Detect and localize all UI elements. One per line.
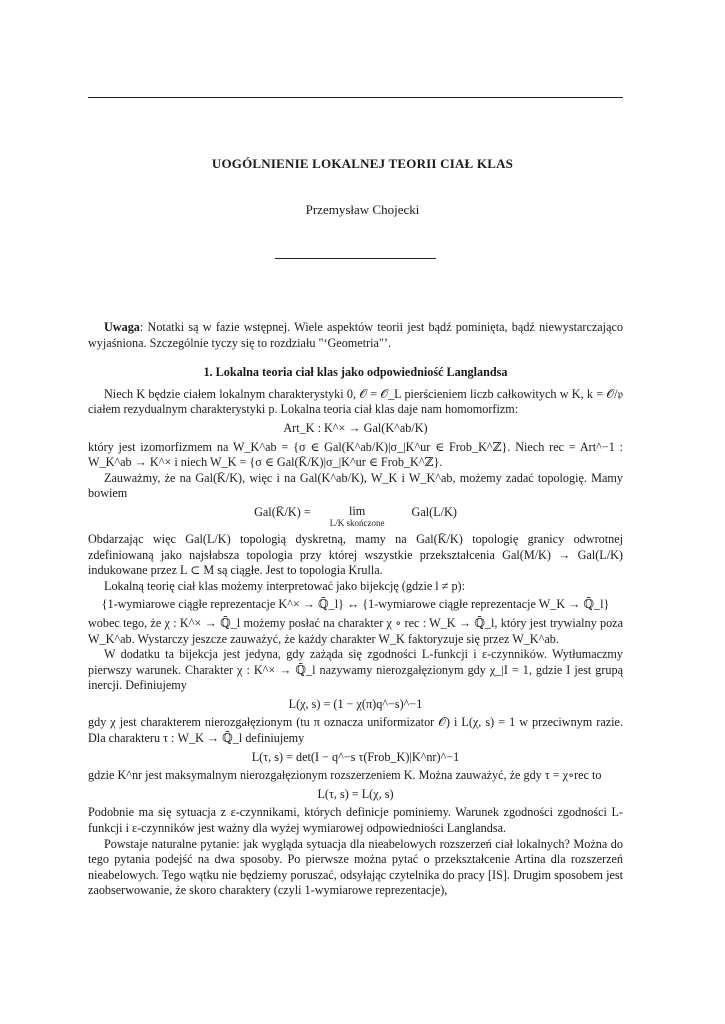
paragraph: Lokalną teorię ciał klas możemy interpretować jako bijekcję (gdzie l ≠ p):	[104, 578, 465, 593]
equation-inverse-limit	[88, 505, 623, 529]
equation: Art_K : K^× → Gal(K^ab/K)	[283, 420, 428, 435]
paragraph: Zauważmy, że na Gal(K̄/K), więc i na Gal(K^ab/K), W_K i W_K^ab, możemy zadać topologię. Mamy bowiem	[88, 470, 623, 501]
limit-operator: lim	[349, 503, 366, 518]
equation: L(τ, s) = L(χ, s)	[317, 786, 394, 801]
paragraph: wobec tego, że χ : K^× → ℚ̄_l możemy posłać na charakter χ ∘ rec : W_K → ℚ̄_l, który jest trywialny poza W_K^ab. Wystarczy jeszcze zauważyć, że każdy charakter W_K faktoryzuje się przez W_K^ab.	[88, 615, 623, 646]
limit-subscript: L/K skończone	[329, 517, 385, 528]
body-text	[88, 320, 623, 899]
author-name: Przemysław Chojecki	[305, 202, 420, 217]
equation: L(τ, s) = det(I − q^−s τ(Frob_K)|K^nr)^−1	[251, 749, 460, 764]
note-paragraph	[88, 320, 623, 351]
paragraph: Podobnie ma się sytuacja z ε-czynnikami, których definicje pominiemy. Warunek zgodności zgodności L-funkcji i ε-czynników jest ważny dla wyżej wymiarowej odpowiedniości Langlandsa.	[88, 805, 623, 836]
note-label: Uwaga	[104, 320, 140, 334]
inverse-limit	[330, 505, 385, 529]
paragraph: gdy χ jest charakterem nierozgałęzionym (tu π oznacza uniformizator 𝒪) i L(χ, s) = 1 w przeciwnym razie. Dla charakteru τ : W_K → ℚ̄_l definiujemy	[88, 715, 623, 746]
title-rule	[275, 258, 436, 259]
paper-title: UOGÓLNIENIE LOKALNEJ TEORII CIAŁ KLAS	[211, 156, 514, 171]
section-heading: 1. Lokalna teoria ciał klas jako odpowiedniość Langlandsa	[203, 365, 508, 380]
equation-right: Gal(L/K)	[411, 504, 457, 519]
paragraph: który jest izomorfizmem na W_K^ab = {σ ∈ Gal(K^ab/K)|σ_|K^ur ∈ Frob_K^ℤ}. Niech rec = Art^−1 : W_K^ab → K^× i niech W_K = {σ ∈ Gal(K̄/K)|σ_|K^ur ∈ Frob_K^ℤ}.	[88, 439, 623, 470]
equation-left: Gal(K̄/K) =	[254, 504, 311, 519]
equation: L(χ, s) = (1 − χ(π)q^−s)^−1	[288, 696, 423, 711]
paragraph: Niech K będzie ciałem lokalnym charakterystyki 0, 𝒪 = 𝒪_L pierścieniem liczb całkowitych w K, k = 𝒪/𝔭 ciałem rezydualnym charakterystyki p. Lokalna teoria ciał klas daje nam homomorfizm:	[88, 386, 623, 417]
paragraph: Obdarzając więc Gal(L/K) topologią dyskretną, mamy na Gal(K̄/K) topologię granicy odwrotnej zdefiniowaną jako najsłabsza topologia przy której wszystkie przekształcenia Gal(M/K) → Gal(L/K) indukowane przez L ⊂ M są ciągłe. Jest to topologia Krulla.	[88, 531, 623, 578]
top-rule	[88, 97, 623, 98]
note-text: : Notatki są w fazie wstępnej. Wiele aspektów teorii jest bądź pominięta, bądź niewystarczająco wyjaśniona. Szczególnie tyczy się to rozdziału "‘Geometria"’.	[88, 320, 623, 350]
paragraph: gdzie K^nr jest maksymalnym nierozgałęzionym rozszerzeniem K. Można zauważyć, że gdy τ = χ∘rec to	[88, 768, 602, 783]
paragraph: Powstaje naturalne pytanie: jak wygląda sytuacja dla nieabelowych rozszerzeń ciał lokalnych? Można do tego pytania podejść na dwa sposoby. Po pierwsze można pytać o przekształcenie Artina dla rozszerzeń nieabelowych. Tego wątku nie będziemy poruszać, odsyłając czytelnika do pracy [IS]. Drugim sposobem jest zaobserwowanie, że skoro charaktery (czyli 1-wymiarowe reprezentacje),	[88, 836, 623, 898]
paragraph: W dodatku ta bijekcja jest jedyna, gdy zażąda się zgodności L-funkcji i ε-czynników. Wytłumaczmy pierwszy warunek. Charakter χ : K^× → ℚ̄_l nazywamy nierozgałęzionym gdy χ_|I = 1, gdzie I jest grupą inercji. Definiujemy	[88, 647, 623, 693]
equation: {1-wymiarowe ciągłe reprezentacje K^× → ℚ̄_l} ↔ {1-wymiarowe ciągłe reprezentacje W_K → ℚ̄_l}	[101, 597, 610, 612]
